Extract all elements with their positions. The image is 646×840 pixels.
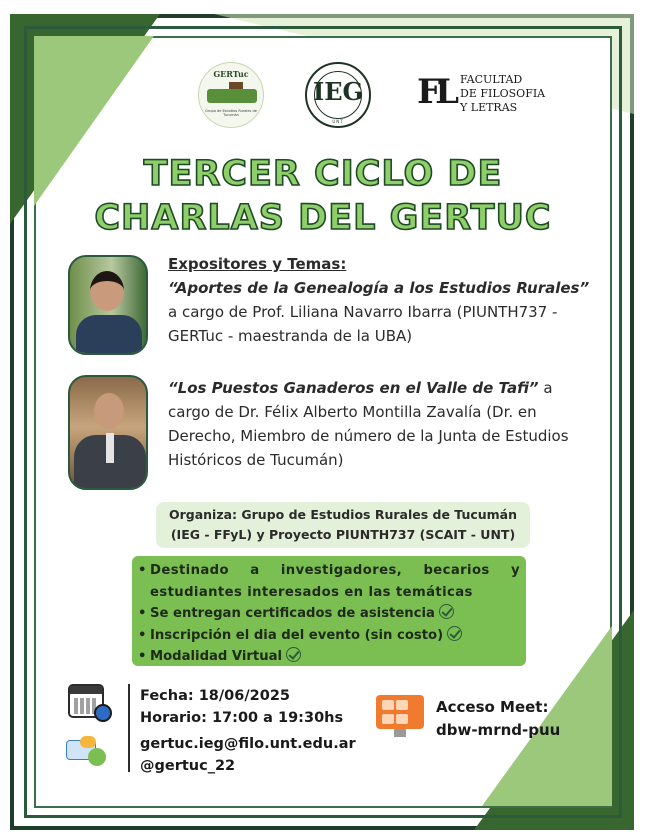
contact-info <box>140 733 356 777</box>
talk-2-title: “Los Puestos Ganaderos en el Valle de Tafi” <box>168 379 539 397</box>
ffyl-logo <box>417 70 547 120</box>
meet-access <box>436 696 560 742</box>
talk-2-details: a cargo de Dr. Félix Alberto Montilla Zavalía (Dr. en Derecho, Miembro de número de la Junta de Estudios Históricos de Tucumán) <box>168 379 569 469</box>
ieg-logo-monogram: IEG <box>312 77 363 106</box>
meet-label: Acceso Meet: <box>436 698 549 716</box>
footer-divider <box>128 684 130 772</box>
bullet-audience-text: Destinado a investigadores, becarios y estudiantes interesados en las temáticas <box>150 563 520 600</box>
bullet-modality <box>138 646 520 668</box>
bullet-certificates-text: Se entregan certificados de asistencia <box>150 606 435 621</box>
info-bullets-box <box>132 556 526 666</box>
contact-email[interactable]: gertuc.ieg@filo.unt.edu.ar <box>140 736 356 752</box>
ieg-logo <box>305 62 371 128</box>
bullet-certificates <box>138 603 520 625</box>
logo-row <box>0 62 646 132</box>
speaker-1-photo <box>68 255 148 355</box>
check-circle-icon <box>286 647 301 662</box>
speakers-heading: Expositores y Temas: <box>168 255 347 273</box>
speaker-1-head <box>90 271 124 311</box>
video-meeting-icon <box>376 695 424 737</box>
meeting-tile <box>382 714 394 724</box>
ffyl-line-2: DE FILOSOFIA <box>460 87 546 100</box>
contact-social[interactable]: @gertuc_22 <box>140 758 236 774</box>
speaker-2-head <box>94 393 124 429</box>
calendar-icon <box>68 684 104 718</box>
ffyl-line-3: Y LETRAS <box>460 101 518 114</box>
gertuc-logo <box>198 62 264 128</box>
meeting-tile <box>382 700 394 710</box>
gertuc-logo-subtitle: Grupo de Estudios Rurales de Tucumán <box>205 109 257 117</box>
check-circle-icon <box>447 626 462 641</box>
ieg-logo-ring-text: UNT <box>332 119 344 124</box>
speaker-1-text <box>168 252 598 348</box>
speaker-2-text <box>168 376 598 472</box>
event-date-time <box>140 685 343 729</box>
gertuc-logo-title: GERTuc <box>213 69 249 79</box>
info-bullet-list <box>138 560 520 668</box>
speaker-2-shirt <box>106 433 114 463</box>
event-date: Fecha: 18/06/2025 <box>140 688 291 704</box>
event-time: Horario: 17:00 a 19:30hs <box>140 710 344 726</box>
phone-icon <box>88 748 106 766</box>
monitor-stand <box>394 729 406 737</box>
calendar-header <box>70 686 102 694</box>
organizer-box <box>156 502 530 548</box>
meeting-tile <box>396 714 408 724</box>
talk-1-details: a cargo de Prof. Liliana Navarro Ibarra (PIUNTH737 - GERTuc - maestranda de la UBA) <box>168 303 558 345</box>
bullet-audience <box>138 560 520 603</box>
event-title-line-1: TERCER CICLO DE <box>143 154 503 194</box>
chat-bubble-icon <box>80 736 96 748</box>
ffyl-logo-mark: FL <box>417 72 454 112</box>
organizer-line-2: (IEG - FFyL) y Proyecto PIUNTH737 (SCAIT - UNT) <box>170 527 516 542</box>
calendar-grid <box>74 698 96 714</box>
bullet-modality-text: Modalidad Virtual <box>150 649 283 664</box>
bullet-registration <box>138 625 520 647</box>
speaker-2-photo <box>68 375 148 490</box>
meet-code[interactable]: dbw-mrnd-puu <box>436 721 561 739</box>
contact-icon <box>66 736 110 768</box>
talk-1-title: “Aportes de la Genealogía a los Estudios Rurales” <box>168 279 590 297</box>
clock-icon <box>94 704 112 722</box>
organizer-line-1: Organiza: Grupo de Estudios Rurales de Tucumán <box>168 507 518 522</box>
bullet-registration-text: Inscripción el dia del evento (sin costo) <box>150 627 444 643</box>
meeting-tile <box>396 700 408 710</box>
event-title-line-2: CHARLAS DEL GERTUC <box>94 198 552 238</box>
ffyl-line-1: FACULTAD <box>460 73 523 86</box>
field-icon <box>207 89 257 103</box>
event-title <box>0 152 646 240</box>
speaker-1-body <box>76 315 142 355</box>
check-circle-icon <box>439 604 454 619</box>
ffyl-logo-text <box>460 73 545 115</box>
